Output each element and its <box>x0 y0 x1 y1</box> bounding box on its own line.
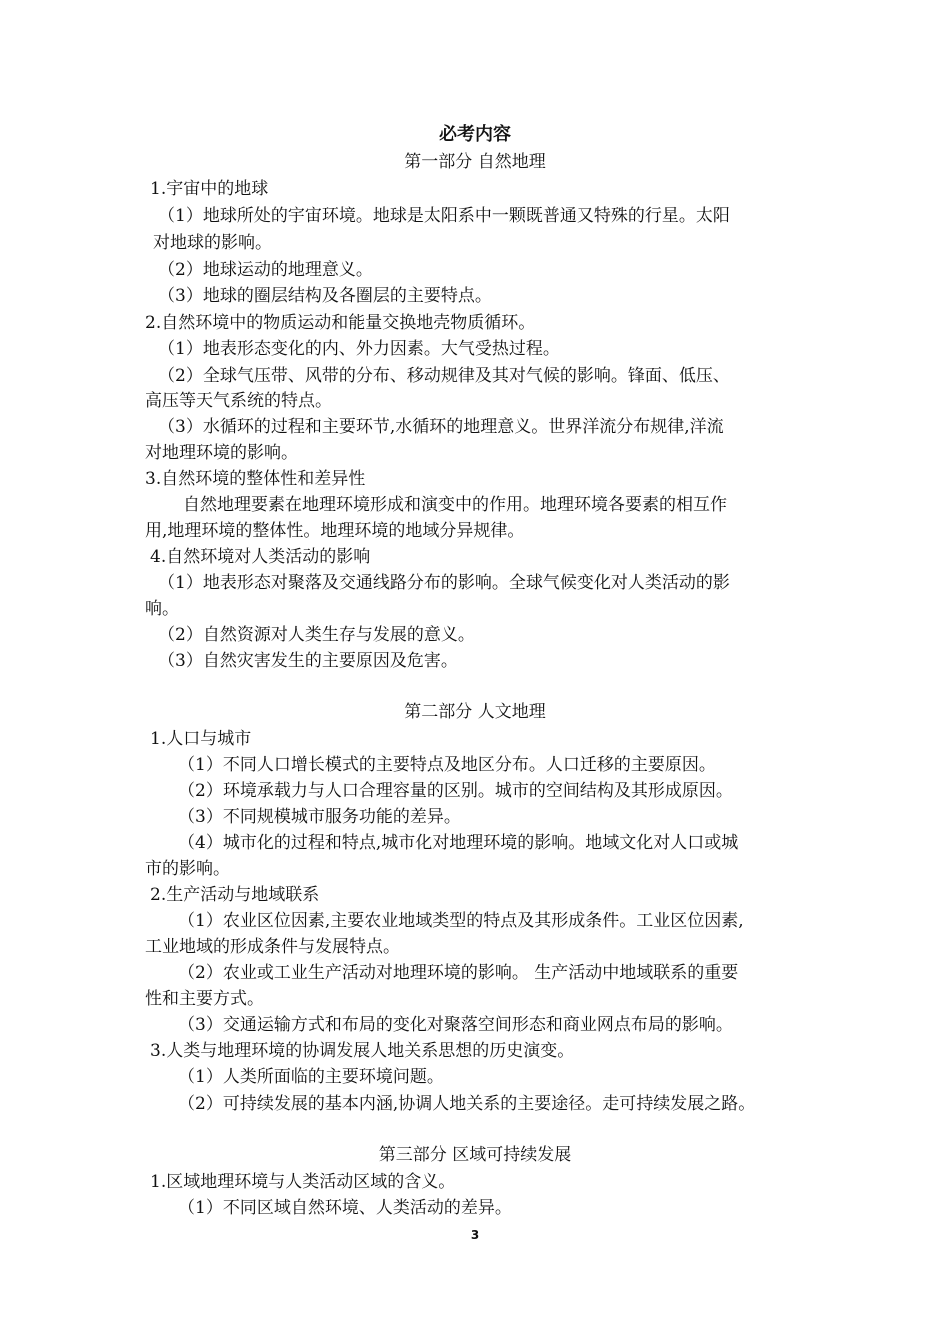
part2-line: 2.生产活动与地域联系 <box>150 885 320 905</box>
part1-heading: 第一部分 自然地理 <box>404 152 546 172</box>
part2-line: （2）农业或工业生产活动对地理环境的影响。 生产活动中地域联系的重要 <box>178 963 739 983</box>
part1-line: （1）地表形态变化的内、外力因素。大气受热过程。 <box>158 339 560 359</box>
part1-line: （1）地表形态对聚落及交通线路分布的影响。全球气候变化对人类活动的影 <box>158 573 730 593</box>
part1-line: 2.自然环境中的物质运动和能量交换地壳物质循环。 <box>145 313 536 333</box>
part1-line: 3.自然环境的整体性和差异性 <box>145 469 366 489</box>
part3-line: 1.区域地理环境与人类活动区域的含义。 <box>150 1172 456 1192</box>
part1-line: （3）水循环的过程和主要环节,水循环的地理意义。世界洋流分布规律,洋流 <box>158 417 724 437</box>
part2-heading: 第二部分 人文地理 <box>404 702 546 722</box>
part1-line: 4.自然环境对人类活动的影响 <box>150 547 371 567</box>
part1-line: 响。 <box>145 599 179 619</box>
part1-line: （3）地球的圈层结构及各圈层的主要特点。 <box>158 286 492 306</box>
part1-line: 1.宇宙中的地球 <box>150 179 269 199</box>
part1-line: （3）自然灾害发生的主要原因及危害。 <box>158 651 458 671</box>
part1-line: （1）地球所处的宇宙环境。地球是太阳系中一颗既普通又特殊的行星。太阳 <box>158 206 730 226</box>
part2-line: （1）农业区位因素,主要农业地域类型的特点及其形成条件。工业区位因素, <box>178 911 744 931</box>
part1-line: （2）自然资源对人类生存与发展的意义。 <box>158 625 475 645</box>
part2-line: （3）不同规模城市服务功能的差异。 <box>178 807 461 827</box>
part1-line: 对地球的影响。 <box>153 233 272 253</box>
page-number: 3 <box>470 1228 480 1242</box>
part1-line: （2）全球气压带、风带的分布、移动规律及其对气候的影响。锋面、低压、 <box>158 366 730 386</box>
part3-heading: 第三部分 区域可持续发展 <box>378 1145 572 1165</box>
part1-line: （2）地球运动的地理意义。 <box>158 260 373 280</box>
part2-line: （3）交通运输方式和布局的变化对聚落空间形态和商业网点布局的影响。 <box>178 1015 733 1035</box>
part2-line: 3.人类与地理环境的协调发展人地关系思想的历史演变。 <box>150 1041 575 1061</box>
part2-line: 市的影响。 <box>145 859 230 879</box>
part1-line: 用,地理环境的整体性。地理环境的地域分异规律。 <box>145 521 525 541</box>
part2-line: （1）人类所面临的主要环境问题。 <box>178 1067 444 1087</box>
part2-line: （4）城市化的过程和特点,城市化对地理环境的影响。地域文化对人口或城 <box>178 833 739 853</box>
part2-line: 性和主要方式。 <box>145 989 264 1009</box>
part2-line: 工业地域的形成条件与发展特点。 <box>145 937 400 957</box>
part2-line: 1.人口与城市 <box>150 729 252 749</box>
part1-line: 高压等天气系统的特点。 <box>145 391 332 411</box>
part2-line: （2）可持续发展的基本内涵,协调人地关系的主要途径。走可持续发展之路。 <box>178 1094 756 1114</box>
part3-line: （1）不同区域自然环境、人类活动的差异。 <box>178 1198 512 1218</box>
part1-line: 自然地理要素在地理环境形成和演变中的作用。地理环境各要素的相互作 <box>183 495 727 515</box>
part1-line: 对地理环境的影响。 <box>145 443 298 463</box>
part2-line: （1）不同人口增长模式的主要特点及地区分布。人口迁移的主要原因。 <box>178 755 716 775</box>
document-title: 必考内容 <box>439 124 511 145</box>
part2-line: （2）环境承载力与人口合理容量的区别。城市的空间结构及其形成原因。 <box>178 781 733 801</box>
